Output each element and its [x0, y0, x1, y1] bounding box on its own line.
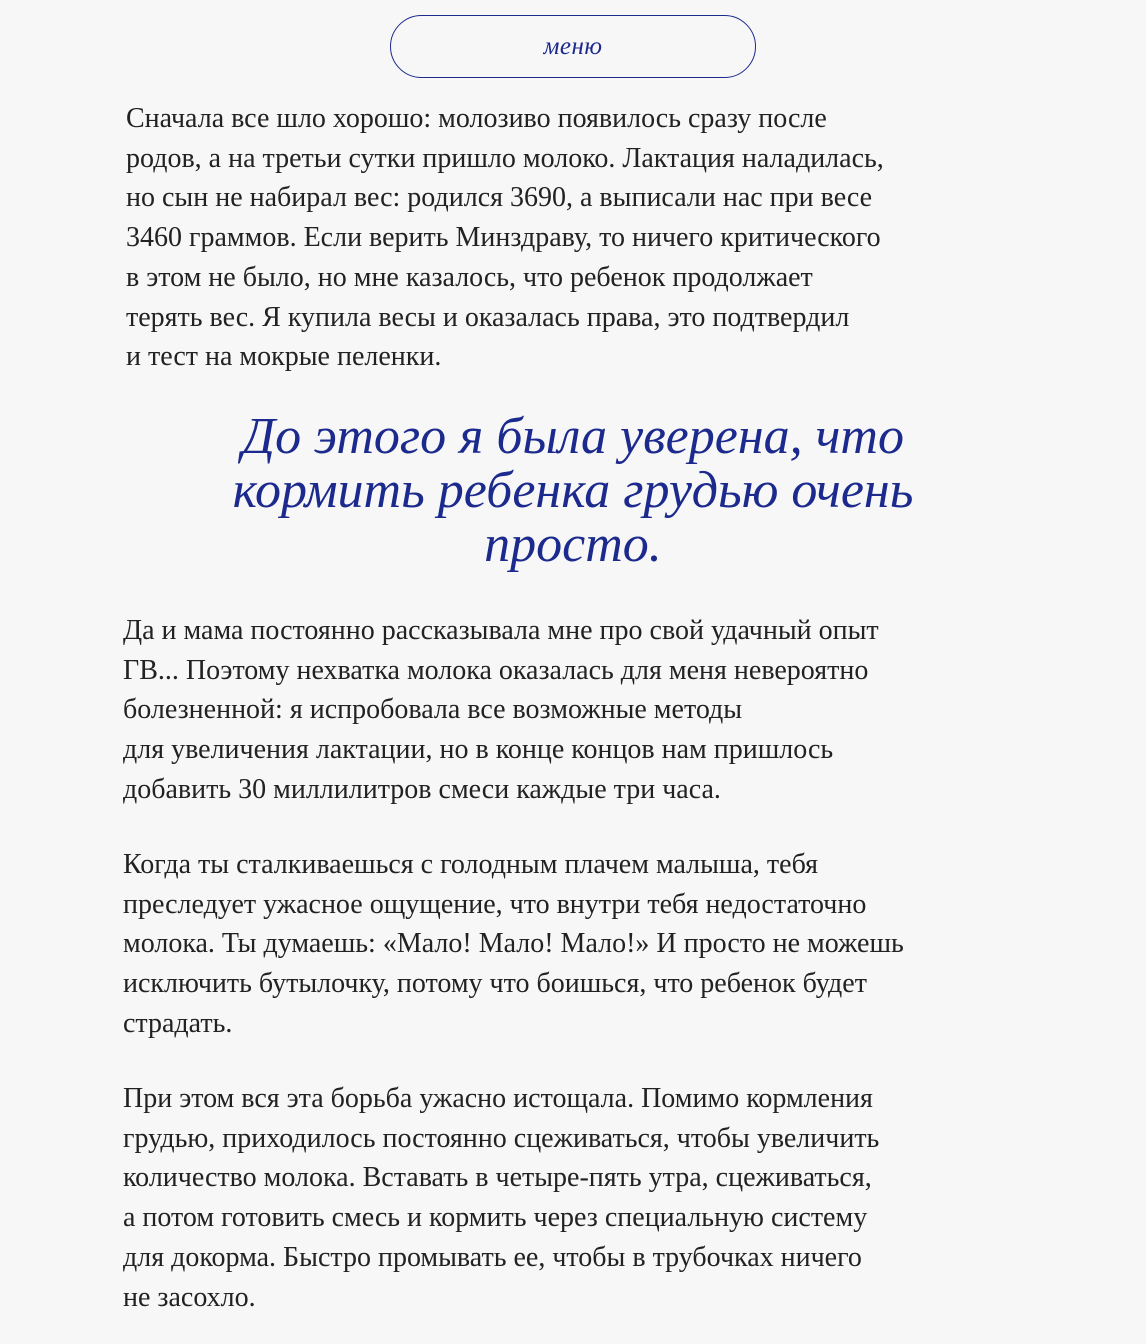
paragraph-line: страдать.	[123, 1007, 233, 1039]
paragraph-line: преследует ужасное ощущение, что внутри тебя недостаточно	[123, 888, 867, 920]
paragraph-line: исключить бутылочку, потому что боишься, что ребенок будет	[123, 968, 867, 1000]
menu-button[interactable]: меню	[390, 15, 756, 78]
paragraph-line: При этом вся эта борьба ужасно истощала. Помимо кормления	[123, 1083, 873, 1114]
paragraph-line: для увеличения лактации, но в конце концов нам пришлось	[123, 734, 834, 766]
paragraph-line: количество молока. Вставать в четыре-пять утра, сцеживаться,	[123, 1162, 872, 1194]
paragraph-line: грудью, приходилось постоянно сцеживаться, чтобы увеличить	[123, 1122, 880, 1154]
paragraph-line: родов, а на третьи сутки пришло молоко. Лактация наладилась,	[126, 142, 884, 174]
quote-line: кормить ребенка грудью очень	[232, 462, 914, 519]
quote-line: До этого я была уверена, что	[242, 408, 904, 465]
paragraph-line: добавить 30 миллилитров смеси каждые три часа.	[123, 773, 721, 805]
paragraph-line: терять вес. Я купила весы и оказалась права, это подтвердил	[126, 301, 850, 333]
paragraph-line: молока. Ты думаешь: «Мало! Мало! Мало!» И просто не можешь	[123, 928, 904, 960]
quote-line: просто.	[484, 516, 662, 573]
paragraph-line: но сын не набирал вес: родился 3690, а выписали нас при весе	[126, 182, 873, 214]
paragraph-line: в этом не было, но мне казалось, что ребенок продолжает	[126, 261, 813, 293]
paragraph-line: не засохло.	[123, 1281, 256, 1313]
paragraph-line: и тест на мокрые пеленки.	[126, 341, 442, 373]
pull-quote	[150, 410, 996, 572]
paragraph-line: для докорма. Быстро промывать ее, чтобы в трубочках ничего	[123, 1241, 862, 1273]
article-paragraph-4	[123, 1079, 1043, 1317]
paragraph-line: болезненной: я испробовала все возможные методы	[123, 694, 743, 726]
paragraph-line: Когда ты сталкиваешься с голодным плачем малыша, тебя	[123, 849, 819, 880]
article-paragraph-1	[126, 99, 1046, 377]
paragraph-line: Сначала все шло хорошо: молозиво появилось сразу после	[126, 103, 827, 134]
paragraph-line: а потом готовить смесь и кормить через специальную систему	[123, 1202, 868, 1234]
article-paragraph-2	[123, 611, 1043, 810]
paragraph-line: ГВ... Поэтому нехватка молока оказалась для меня невероятно	[123, 654, 869, 686]
paragraph-line: Да и мама постоянно рассказывала мне про свой удачный опыт	[123, 615, 879, 646]
paragraph-line: 3460 граммов. Если верить Минздраву, то ничего критического	[126, 222, 881, 254]
article-paragraph-3	[123, 845, 1043, 1044]
